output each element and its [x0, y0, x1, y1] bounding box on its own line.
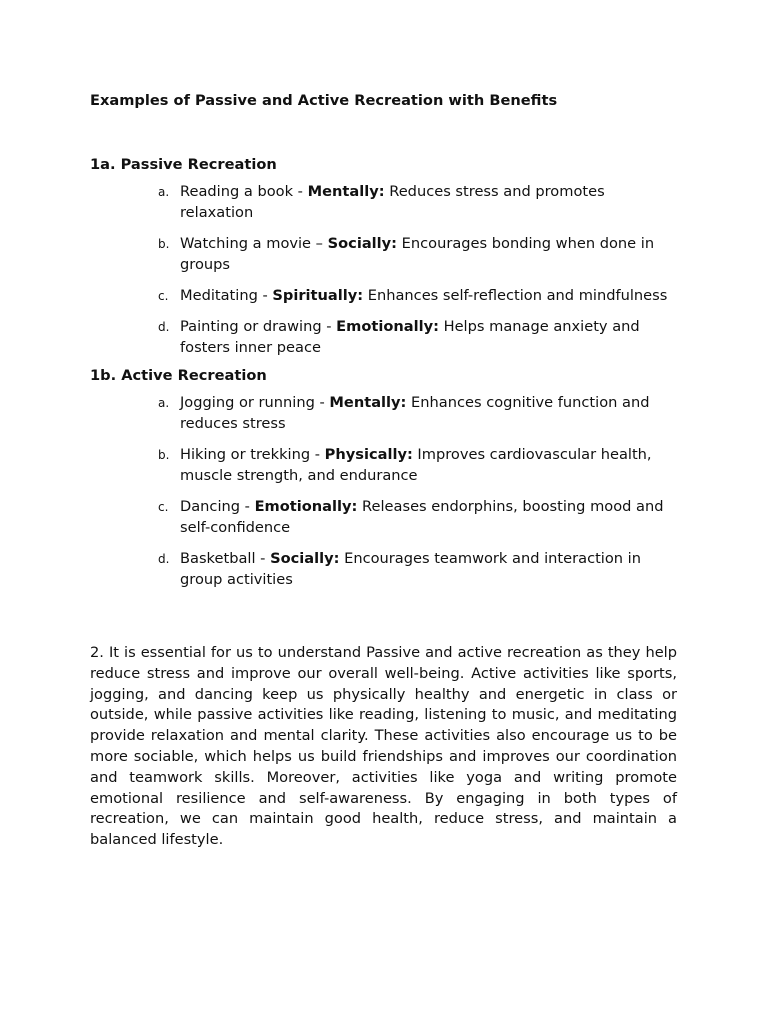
benefit-label: Mentally:	[329, 394, 407, 412]
list-item	[90, 182, 677, 224]
section-heading-passive: 1a. Passive Recreation	[90, 156, 277, 173]
benefit-text: Releases endorphins, boosting mood and self-confidence	[180, 498, 664, 537]
activity-text: Hiking or trekking	[180, 446, 311, 464]
separator: -	[293, 183, 308, 200]
benefit-text: Improves cardiovascular health, muscle strength, and endurance	[180, 446, 652, 484]
list-marker: b.	[158, 237, 170, 252]
active-recreation-list	[90, 393, 677, 591]
list-item	[90, 393, 677, 435]
separator: -	[257, 287, 273, 305]
list-marker: d.	[158, 552, 170, 567]
benefit-label: Emotionally:	[336, 318, 439, 336]
benefit-label: Socially:	[327, 235, 398, 253]
list-marker: d.	[158, 320, 170, 335]
separator: –	[311, 235, 328, 253]
benefit-label: Socially:	[270, 550, 340, 568]
benefit-text: Encourages teamwork and interaction in group activities	[180, 550, 641, 589]
list-marker: a.	[158, 185, 170, 199]
separator: -	[240, 498, 255, 516]
benefit-text: Reduces stress and promotes relaxation	[180, 183, 605, 221]
list-item	[90, 317, 677, 359]
activity-text: Basketball	[180, 550, 256, 568]
list-marker: c.	[158, 500, 169, 515]
list-marker: a.	[158, 396, 170, 411]
activity-text: Jogging or running	[180, 394, 315, 412]
activity-text: Reading a book	[180, 183, 294, 200]
separator: -	[314, 394, 330, 412]
benefit-label: Spiritually:	[272, 287, 364, 305]
list-item	[90, 286, 677, 307]
benefit-label: Emotionally:	[254, 498, 358, 516]
list-item	[90, 445, 677, 487]
body-paragraph: 2. It is essential for us to understand Passive and active recreation as they help reduce stress and improve our overall well-being. Active activities like sports, jogging, and dancing keep us physically healthy and energetic in class or outside, while passive activities like reading, listening to music, and meditating provide relaxation and mental clarity. These activities also encourage us to be more sociable, which helps us build friendships and improves our coordination and teamwork skills. Moreover, activities like yoga and writing promote emotional resilience and self-awareness. By engaging in both types of recreation, we can maintain good health, reduce stress, and maintain a balanced lifestyle.	[90, 643, 677, 849]
document-page	[90, 91, 677, 851]
benefit-text: Helps manage anxiety and fosters inner peace	[180, 318, 640, 357]
separator: -	[321, 318, 337, 336]
list-item	[90, 234, 677, 276]
benefit-text: Enhances self-reflection and mindfulness	[363, 287, 668, 305]
separator: -	[310, 446, 325, 464]
document-title: Examples of Passive and Active Recreation with Benefits	[90, 92, 558, 109]
benefit-label: Mentally:	[307, 183, 385, 200]
passive-recreation-list	[90, 182, 677, 359]
list-marker: b.	[158, 448, 170, 463]
benefit-text: Enhances cognitive function and reduces stress	[180, 394, 650, 432]
list-item	[90, 497, 677, 539]
activity-text: Dancing	[180, 498, 241, 516]
list-marker: c.	[158, 289, 169, 304]
section-heading-active: 1b. Active Recreation	[90, 367, 267, 385]
activity-text: Watching a movie	[180, 235, 312, 253]
activity-text: Painting or drawing	[180, 318, 322, 336]
activity-text: Meditating	[180, 287, 258, 305]
benefit-label: Physically:	[324, 446, 413, 464]
benefit-text: Encourages bonding when done in groups	[180, 235, 655, 273]
separator: -	[255, 550, 271, 568]
list-item	[90, 549, 677, 591]
